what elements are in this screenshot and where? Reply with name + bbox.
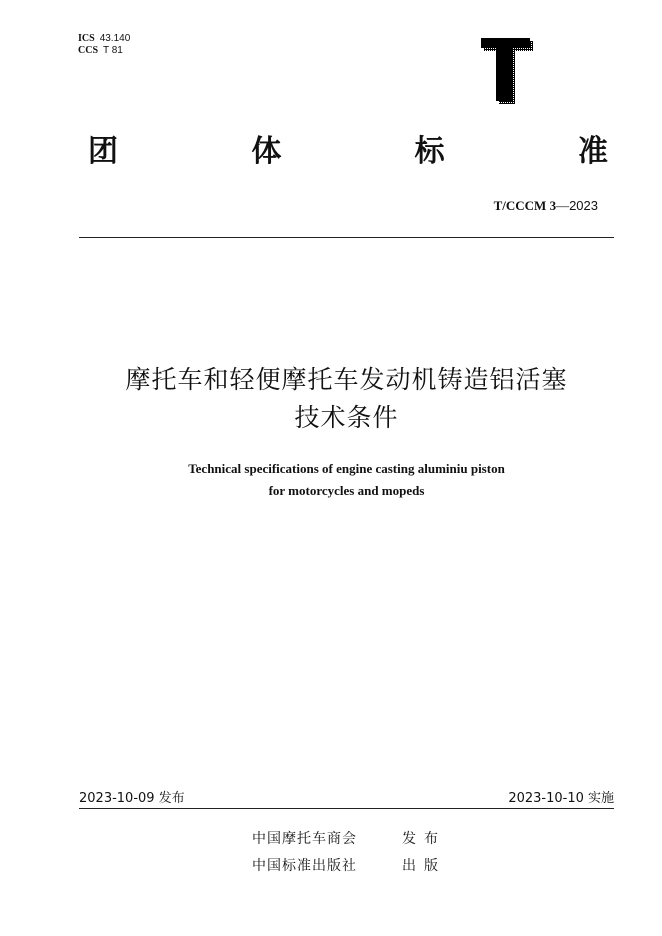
implement-date: 2023-10-10 实施 xyxy=(508,791,614,806)
standard-type-heading xyxy=(88,132,608,172)
standard-year: 2023 xyxy=(569,198,598,213)
bottom-divider xyxy=(79,808,614,809)
top-divider xyxy=(79,237,614,238)
publisher-row xyxy=(252,855,446,875)
standard-type-char: 体 xyxy=(251,134,282,169)
title-cn-line1: 摩托车和轻便摩托车发动机铸造铝活塞 xyxy=(125,365,568,394)
classification-codes xyxy=(78,33,130,57)
standard-type-char: 准 xyxy=(577,134,608,169)
ccs-line xyxy=(78,45,130,57)
t-standard-mark-icon xyxy=(481,38,533,104)
ccs-value: T 81 xyxy=(103,45,123,56)
standard-type-char: 团 xyxy=(88,134,118,169)
issue-date: 2023-10-09 发布 xyxy=(79,791,185,806)
publisher-org: 中国标准出版社 xyxy=(252,858,357,874)
publisher-org: 中国摩托车商会 xyxy=(252,831,357,847)
publisher-action: 发布 xyxy=(402,831,446,847)
title-en-line2: for motorcycles and mopeds xyxy=(268,483,425,498)
ccs-label: CCS xyxy=(78,45,99,56)
publisher-action: 出版 xyxy=(402,858,446,874)
ics-line xyxy=(78,33,130,45)
ics-label: ICS xyxy=(78,33,95,44)
title-en-line1: Technical specifications of engine casting aluminiu piston xyxy=(188,461,505,476)
standard-number xyxy=(494,198,598,214)
title-cn-line2: 技术条件 xyxy=(294,403,399,432)
publisher-row xyxy=(252,828,446,848)
standard-dash: — xyxy=(556,198,570,213)
standard-type-char: 标 xyxy=(414,134,445,169)
standard-series: T/CCCM 3 xyxy=(493,198,557,213)
ics-value: 43.140 xyxy=(99,33,131,44)
